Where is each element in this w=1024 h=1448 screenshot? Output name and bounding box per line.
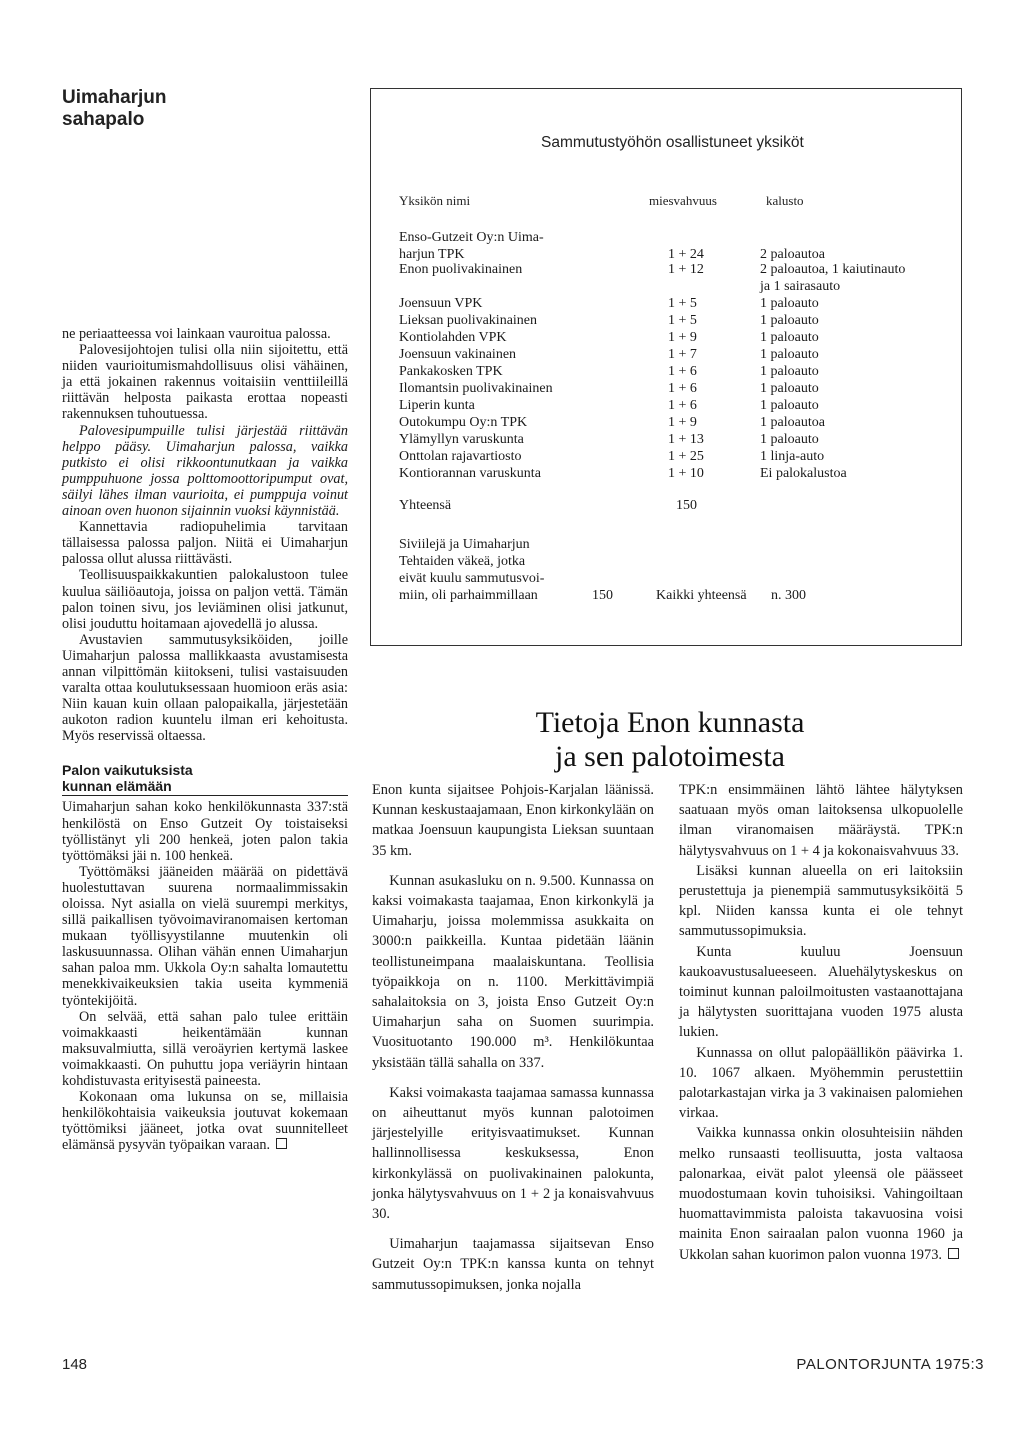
end-mark-icon: [948, 1248, 959, 1259]
table-row-name: Joensuun vakinainen: [399, 347, 517, 362]
article-paragraph: Kunnassa on ollut palopäällikön päävirka 1. 10. 1067 alkaen. Myöhemmin perustettiin palotarkastajan virka ja 3 vakinaisen palomiehen virkaa.: [679, 1044, 963, 1122]
table-header-men: miesvahvuus: [649, 193, 717, 208]
article-column-1: [372, 780, 654, 1295]
table-row-equipment: 1 paloauto: [760, 364, 819, 379]
table-title: Sammutustyöhön osallistuneet yksiköt: [541, 134, 804, 151]
table-header-name: Yksikön nimi: [399, 193, 471, 208]
table-row-name: Kontiorannan varuskunta: [399, 466, 541, 481]
table-total-value: 150: [676, 498, 697, 513]
table-row-equipment: 1 paloauto: [760, 296, 819, 311]
article-paragraph: Uimaharjun taajamassa sijaitsevan Enso Gutzeit Oy:n TPK:n kanssa kunta on tehnyt sammutussopimuksen, jonka nojalla: [372, 1236, 654, 1293]
table-civil-value: 150: [592, 588, 613, 603]
table-grand-value: n. 300: [771, 588, 806, 603]
table-row-equipment: 1 paloautoa: [760, 415, 825, 430]
table-row-name: Lieksan puolivakinainen: [399, 313, 538, 328]
article-paragraph: Kaksi voimakasta taajamaa samassa kunnassa on aiheuttanut myös kunnan palotoimen järjestelyille erityisvaatimukset. Kunnan hallinnollisessa keskuksessa, Enon kirkonkylässä on puolivakinainen palokunta, jonka hälytysvahvuus on 1 + 2 ja konaisvahvuus 30.: [372, 1084, 654, 1223]
table-grand-label: Kaikki yhteensä: [656, 588, 747, 603]
left-paragraph: Kannettavia radiopuhelimia tarvitaan tällaisessa palossa paljon. Niitä ei Uimaharjun palossa ollut alussa riittävästi.: [62, 519, 348, 568]
table-row-strength: 1 + 6: [668, 364, 697, 379]
left-paragraph: ne periaatteessa voi lainkaan vauroitua palossa.: [62, 326, 331, 342]
table-row-strength: 1 + 6: [668, 398, 697, 413]
article-headline: Tietoja Enon kunnasta ja sen palotoimesta: [535, 706, 805, 773]
units-table: [370, 88, 962, 646]
article-paragraph: Lisäksi kunnan alueella on eri laitoksiin perustettuja ja pienempiä sammutusyksiköitä 5 kpl. Niiden kanssa kunta ei ole tehnyt sammutussopimuksia.: [679, 862, 963, 940]
left-column: [62, 326, 348, 1154]
table-row-name: Joensuun VPK: [399, 296, 483, 311]
table-row-strength: 1 + 24: [668, 247, 704, 262]
table-row-equipment: 1 paloauto: [760, 381, 819, 396]
table-row-name: Ylämyllyn varuskunta: [399, 432, 524, 447]
table-row-name: Ilomantsin puolivakinainen: [399, 381, 553, 396]
table-row-equipment: 2 paloautoa: [760, 247, 825, 262]
table-row-strength: 1 + 7: [668, 347, 697, 362]
left-paragraph: Kokonaan oma lukunsa on se, millaisia henkilökohtaisia vaikeuksia joutuvat kokemaan työttömiksi jääneet, jotka ovat suunnitelleet elämänsä pysyvän työpaikan varaan.: [62, 1089, 348, 1154]
table-row-name: Liperin kunta: [399, 398, 475, 413]
table-row-equipment: 1 paloauto: [760, 330, 819, 345]
publication-name: PALONTORJUNTA 1975:3: [796, 1356, 984, 1373]
table-row-equipment: 1 paloauto: [760, 347, 819, 362]
article-paragraph: Kunnan asukasluku on n. 9.500. Kunnassa on kaksi voimakasta taajamaa, Enon kirkonkylä ja Uimaharju, joissa molemmissa asukkaita on 3000:n paikkeilla. Kuntaa pidetään läänin teollistuneimpana maalaiskuntana. Teollisia työpaikkoja on n. 1100. Merkittävimpiä sahalaitoksia on 3, joista Enso Gutzeit Oy:n Uimaharjun saha on Suomen suurimpia. Vuosituotanto 190.000 m³. Henkilökuntaa yksistään tällä sahalla on 337.: [372, 872, 654, 1071]
table-row-name: Enso-Gutzeit Oy:n Uima- harjun TPK: [399, 230, 544, 262]
table-row-name: Outokumpu Oy:n TPK: [399, 415, 528, 430]
end-mark-icon: [276, 1138, 287, 1149]
table-row-equipment: 2 paloautoa, 1 kaiutinauto ja 1 sairasauto: [760, 262, 906, 294]
left-paragraph: Avustavien sammutusyksiköiden, joille Uimaharjun palossa mallikkaasta avustamisesta annan vilpittömän kiitokseni, tulisi vastaisuuden varalta ottaa koulutuksessaan huomioon eräs asia: Niin kauan kuin ollaan palopaikalla, järjestetään aukoton radion kuuntelu ilman eri kehoitusta. Myös reservissä oltaessa.: [62, 631, 348, 745]
article-paragraph: TPK:n ensimmäinen lähtö lähtee hälytyksen saatuaan myös oman laitoksensa ulkopuolelle ilman viranomaisen määräystä. TPK:n hälytysvahvuus on 1 + 4 ja kokonaisvahvuus 33.: [679, 782, 963, 859]
left-paragraph: Työttömäksi jääneiden määrää on pidettävä huolestuttavan suurena normaalimmissakin oloissa. Nyt asialla on vielä suurempi merkitys, sillä paikallisen työvoimaviranomaisen kertoman mukaan työllisyystilanne muutenkin oli laskusuunnassa. Olihan vähän ennen Uimaharjun sahan paloa mm. Ukkola Oy:n sahalta lomautettu menekkivaikeuksien takia useita kymmeniä työntekijöitä.: [62, 863, 348, 1009]
table-row-name: Pankakosken TPK: [399, 364, 503, 379]
article-paragraph: Enon kunta sijaitsee Pohjois-Karjalan läänissä. Kunnan keskustaajamaan, Enon kirkonkylään on matkaa Joensuun kaupungista Lieksan suuntaan 35 km.: [372, 782, 654, 859]
table-row-strength: 1 + 10: [668, 466, 704, 481]
section-subheading: Palon vaikutuksista kunnan elämään: [62, 762, 348, 796]
table-row-strength: 1 + 6: [668, 381, 697, 396]
table-row-strength: 1 + 12: [668, 262, 704, 277]
table-row-strength: 1 + 5: [668, 296, 697, 311]
table-civil-label: Siviilejä ja Uimaharjun Tehtaiden väkeä, jotka eivät kuulu sammutusvoi- miin, oli parhaimmillaan: [399, 537, 545, 603]
left-paragraph-italic: Palovesipumpuille tulisi järjestää riittävän helppo pääsy. Uimaharjun palossa, vaikka putkisto ei olisi rikkoontunutkaan ja vaikka pumppuhuone jossa polttomoottoripumput ovat, säilyi lähes ilman vaurioita, ei pumppuja voinut ainoan oven huonon sijainnin vuoksi käynnistää.: [62, 422, 348, 520]
table-row-equipment: 1 paloauto: [760, 398, 819, 413]
left-paragraph: Uimaharjun sahan koko henkilökunnasta 337:stä henkilöstä on Enso Gutzeit Oy toistaiseksi työllistänyt yli 200 henkeä, joten palon takia työttömäksi jäi n. 100 henkeä.: [62, 799, 348, 864]
table-row-strength: 1 + 9: [668, 330, 697, 345]
table-row-strength: 1 + 25: [668, 449, 704, 464]
article-paragraph: Vaikka kunnassa onkin olosuhteisiin nähden melko runsaasti teollisuutta, josta valtaosa palonarkaa, eivät palot yleensä ole päässeet muodostumaan kovin tuhoisiksi. Vahingoiltaan huomattavimmista paloista takavuosina voisi mainita Enon sairaalan palon vuonna 1960 ja Ukkolan sahan kuorimon palon vuonna 1973.: [679, 1125, 963, 1263]
left-paragraph: On selvää, että sahan palo tulee erittäin voimakkaasti heikentämään kunnan maksuvalmiutta, sillä veroäyrien kertymä laskee voimakkaasti. On puhuttu jopa veriäyrin hintaan kohdistuvasta erityisestä paineesta.: [62, 1008, 348, 1090]
page-number: 148: [62, 1356, 88, 1373]
article-column-2: [679, 780, 963, 1265]
sidebar-title: Uimaharjun sahapalo: [62, 87, 167, 130]
table-row-name: Onttolan rajavartiosto: [399, 449, 522, 464]
table-total-label: Yhteensä: [399, 498, 452, 513]
table-row-strength: 1 + 9: [668, 415, 697, 430]
table-row-equipment: Ei palokalustoa: [760, 466, 847, 481]
table-row-equipment: 1 linja-auto: [760, 449, 825, 464]
table-header-equipment: kalusto: [766, 193, 804, 208]
left-paragraph: Palovesijohtojen tulisi olla niin sijoitettu, että niiden vaurioitumismahdollisuus olisi vähäinen, ja että jokainen rakennus voitaisiin venttiileillä riittävän helposta paikasta erottaa nopeasti rakennuksen tuhoutuessa.: [62, 342, 348, 423]
article-paragraph: Kunta kuuluu Joensuun kaukoavustusalueeseen. Aluehälytyskeskus on toiminut kunnan paloilmoitusten vastaanottajana ja hälytysten suorittajana vuoden 1975 alusta lukien.: [679, 943, 963, 1041]
table-row-equipment: 1 paloauto: [760, 432, 819, 447]
left-paragraph: Teollisuuspaikkakuntien palokalustoon tulee kuulua säiliöautoja, joissa on paljon vettä. Tämän palon toinen sivu, jos leviäminen olisi jatkunut, olisi jouduttu hoitamaan ajovedellä jo alussa.: [62, 567, 348, 632]
table-row-name: Kontiolahden VPK: [399, 330, 507, 345]
table-row-strength: 1 + 5: [668, 313, 697, 328]
table-row-strength: 1 + 13: [668, 432, 704, 447]
table-row-equipment: 1 paloauto: [760, 313, 819, 328]
table-row-name: Enon puolivakinainen: [399, 262, 523, 277]
